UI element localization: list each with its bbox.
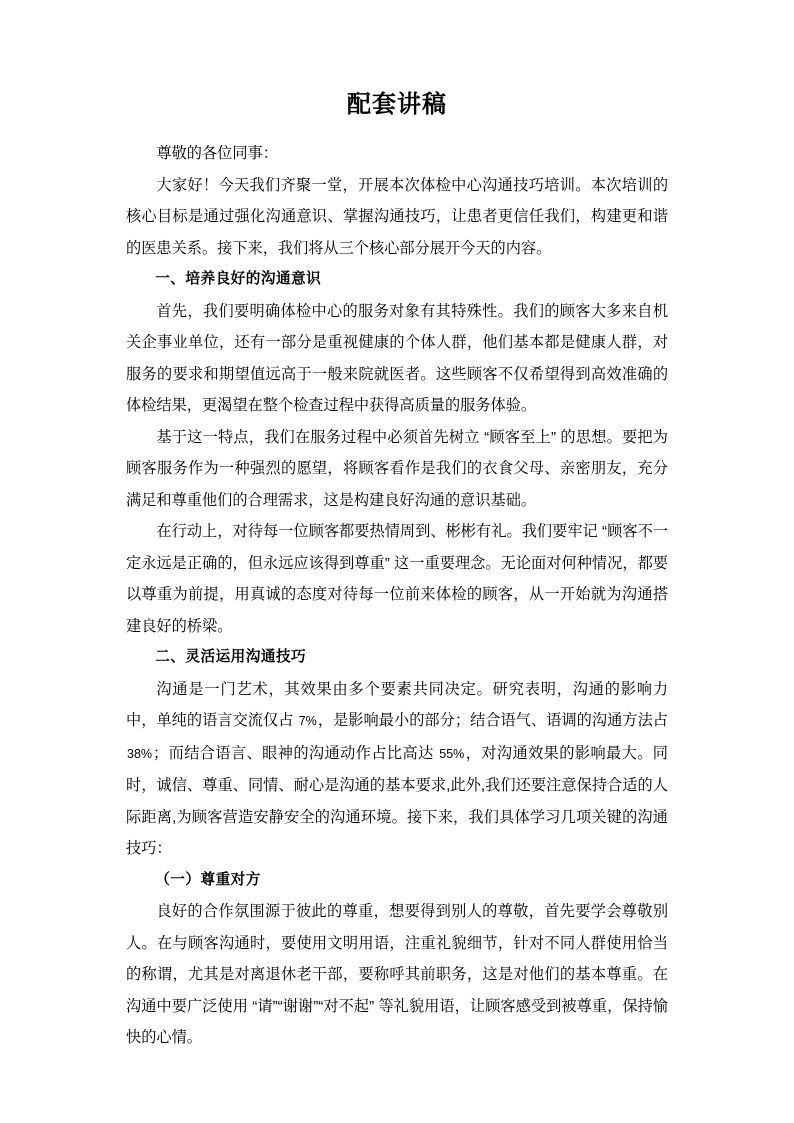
page-title: 配套讲稿 — [347, 91, 447, 118]
section-one-paragraph-1: 首先，我们要明确体检中心的服务对象有其特殊性。我们的顾客大多来自机关企事业单位，还有一部分是重视健康的个体人群，他们基本都是健康人群，对服务的要求和期望值远高于一般来院就医者。这些顾客不仅希望得到高效准确的体检结果，更渴望在整个检查过程中获得高质量的服务体验。 — [126, 302, 668, 414]
subsection-one-paragraph-1: 良好的合作氛围源于彼此的尊重，想要得到别人的尊敬，首先要学会尊敬别人。在与顾客沟通时，要使用文明用语，注重礼貌细节，针对不同人群使用恰当的称谓，尤其是对离退休老干部，要称呼其前职务，这是对他们的基本尊重。在沟通中要广泛使用 “请”“谢谢”“对不起” 等礼貌用语，让顾客感受到被尊重，保持愉快的心情。 — [126, 903, 668, 1046]
statistic-value: 7% — [298, 714, 317, 728]
opening-paragraph: 大家好！今天我们齐聚一堂，开展本次体检中心沟通技巧培训。本次培训的核心目标是通过强化沟通意识、掌握沟通技巧，让患者更信任我们，构建更和谐的医患关系。接下来，我们将从三个核心部分展开今天的内容。 — [126, 176, 668, 257]
salutation-line: 尊敬的各位同事： — [156, 145, 278, 162]
statistic-value: 55% — [439, 746, 465, 761]
section-one-paragraph-2: 基于这一特点，我们在服务过程中必须首先树立 “顾客至上” 的思想。要把为顾客服务作为一种强烈的愿望，将顾客看作是我们的衣食父母、亲密朋友，充分满足和尊重他们的合理需求，这是构建良好沟通的意识基础。 — [126, 428, 668, 509]
statistic-value: 38% — [127, 746, 153, 761]
document-body — [126, 88, 668, 1054]
subsection-heading-one: （一）尊重对方 — [155, 871, 261, 888]
section-two-paragraph-1: 沟通是一门艺术，其效果由多个要素共同决定。研究表明，沟通的影响力中，单纯的语言交流仅占 7%，是影响最小的部分；结合语气、语调的沟通方法占 38%；而结合语言、眼神的沟通动作占比高达 55%，对沟通效果的影响最大。同时，诚信、尊重、同情、耐心是沟通的基本要求,此外,我们还要注意保持合适的人际距离,为顾客营造安静安全的沟通环境。接下来，我们具体学习几项关键的沟通技巧： — [126, 680, 668, 857]
section-heading-one: 一、培养良好的沟通意识 — [155, 271, 322, 287]
section-heading-two: 二、灵活运用沟通技巧 — [155, 649, 307, 665]
section-one-paragraph-3: 在行动上，对待每一位顾客都要热情周到、彬彬有礼。我们要牢记 “顾客不一定永远是正确的，但永远应该得到尊重” 这一重要理念。无论面对何种情况，都要以尊重为前提，用真诚的态度对待每一位前来体检的顾客，从一开始就为沟通搭建良好的桥梁。 — [126, 523, 668, 635]
